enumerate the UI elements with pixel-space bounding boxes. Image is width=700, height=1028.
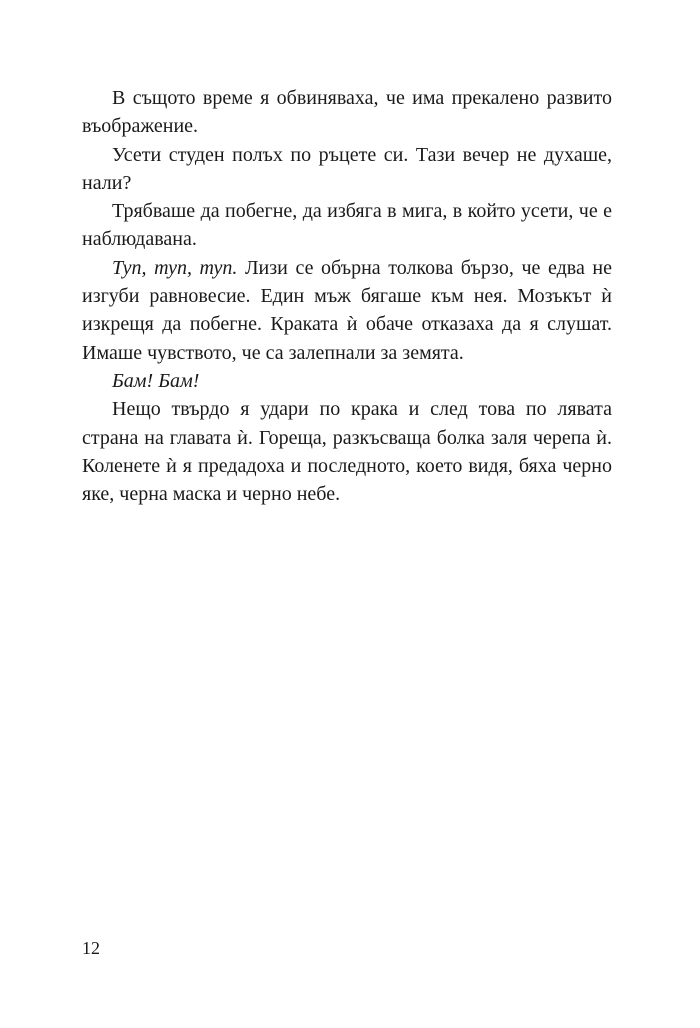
page-number: 12 (82, 938, 100, 958)
paragraph-6-text: Нещо твърдо я удари по крака и след това по лявата страна на главата ѝ. Гореща, разкъсваща болка заля черепа ѝ. Коленете ѝ я предадоха и последното, което видя, бяха черно яке, черна маска и черно небе. (82, 398, 612, 506)
paragraph-2 (82, 141, 612, 198)
paragraph-5-italic: Бам! Бам! (112, 369, 200, 392)
paragraph-3 (82, 197, 612, 254)
paragraph-4-text: Лизи се обърна толкова бързо, че едва не изгуби равновесие. Един мъж бягаше към нея. Мозъкът ѝ изкрещя да побегне. Краката ѝ обаче отказаха да я слушат. Имаше чувството, че са залепнали за земята. (82, 256, 613, 364)
paragraph-2-text: Усети студен полъх по ръцете си. Тази вечер не духаше, нали? (82, 143, 612, 194)
paragraph-1 (82, 84, 612, 141)
paragraph-3-text: Трябваше да побегне, да избяга в мига, в който усети, че е наблюдавана. (82, 200, 612, 251)
body-text (82, 84, 612, 508)
paragraph-1-text: В същото време я обвиняваха, че има прекалено развито въображение. (82, 87, 612, 138)
paragraph-4-italic: Туп, туп, туп. (112, 256, 238, 279)
paragraph-4 (82, 254, 612, 367)
paragraph-6 (82, 395, 612, 508)
paragraph-5 (82, 367, 612, 395)
